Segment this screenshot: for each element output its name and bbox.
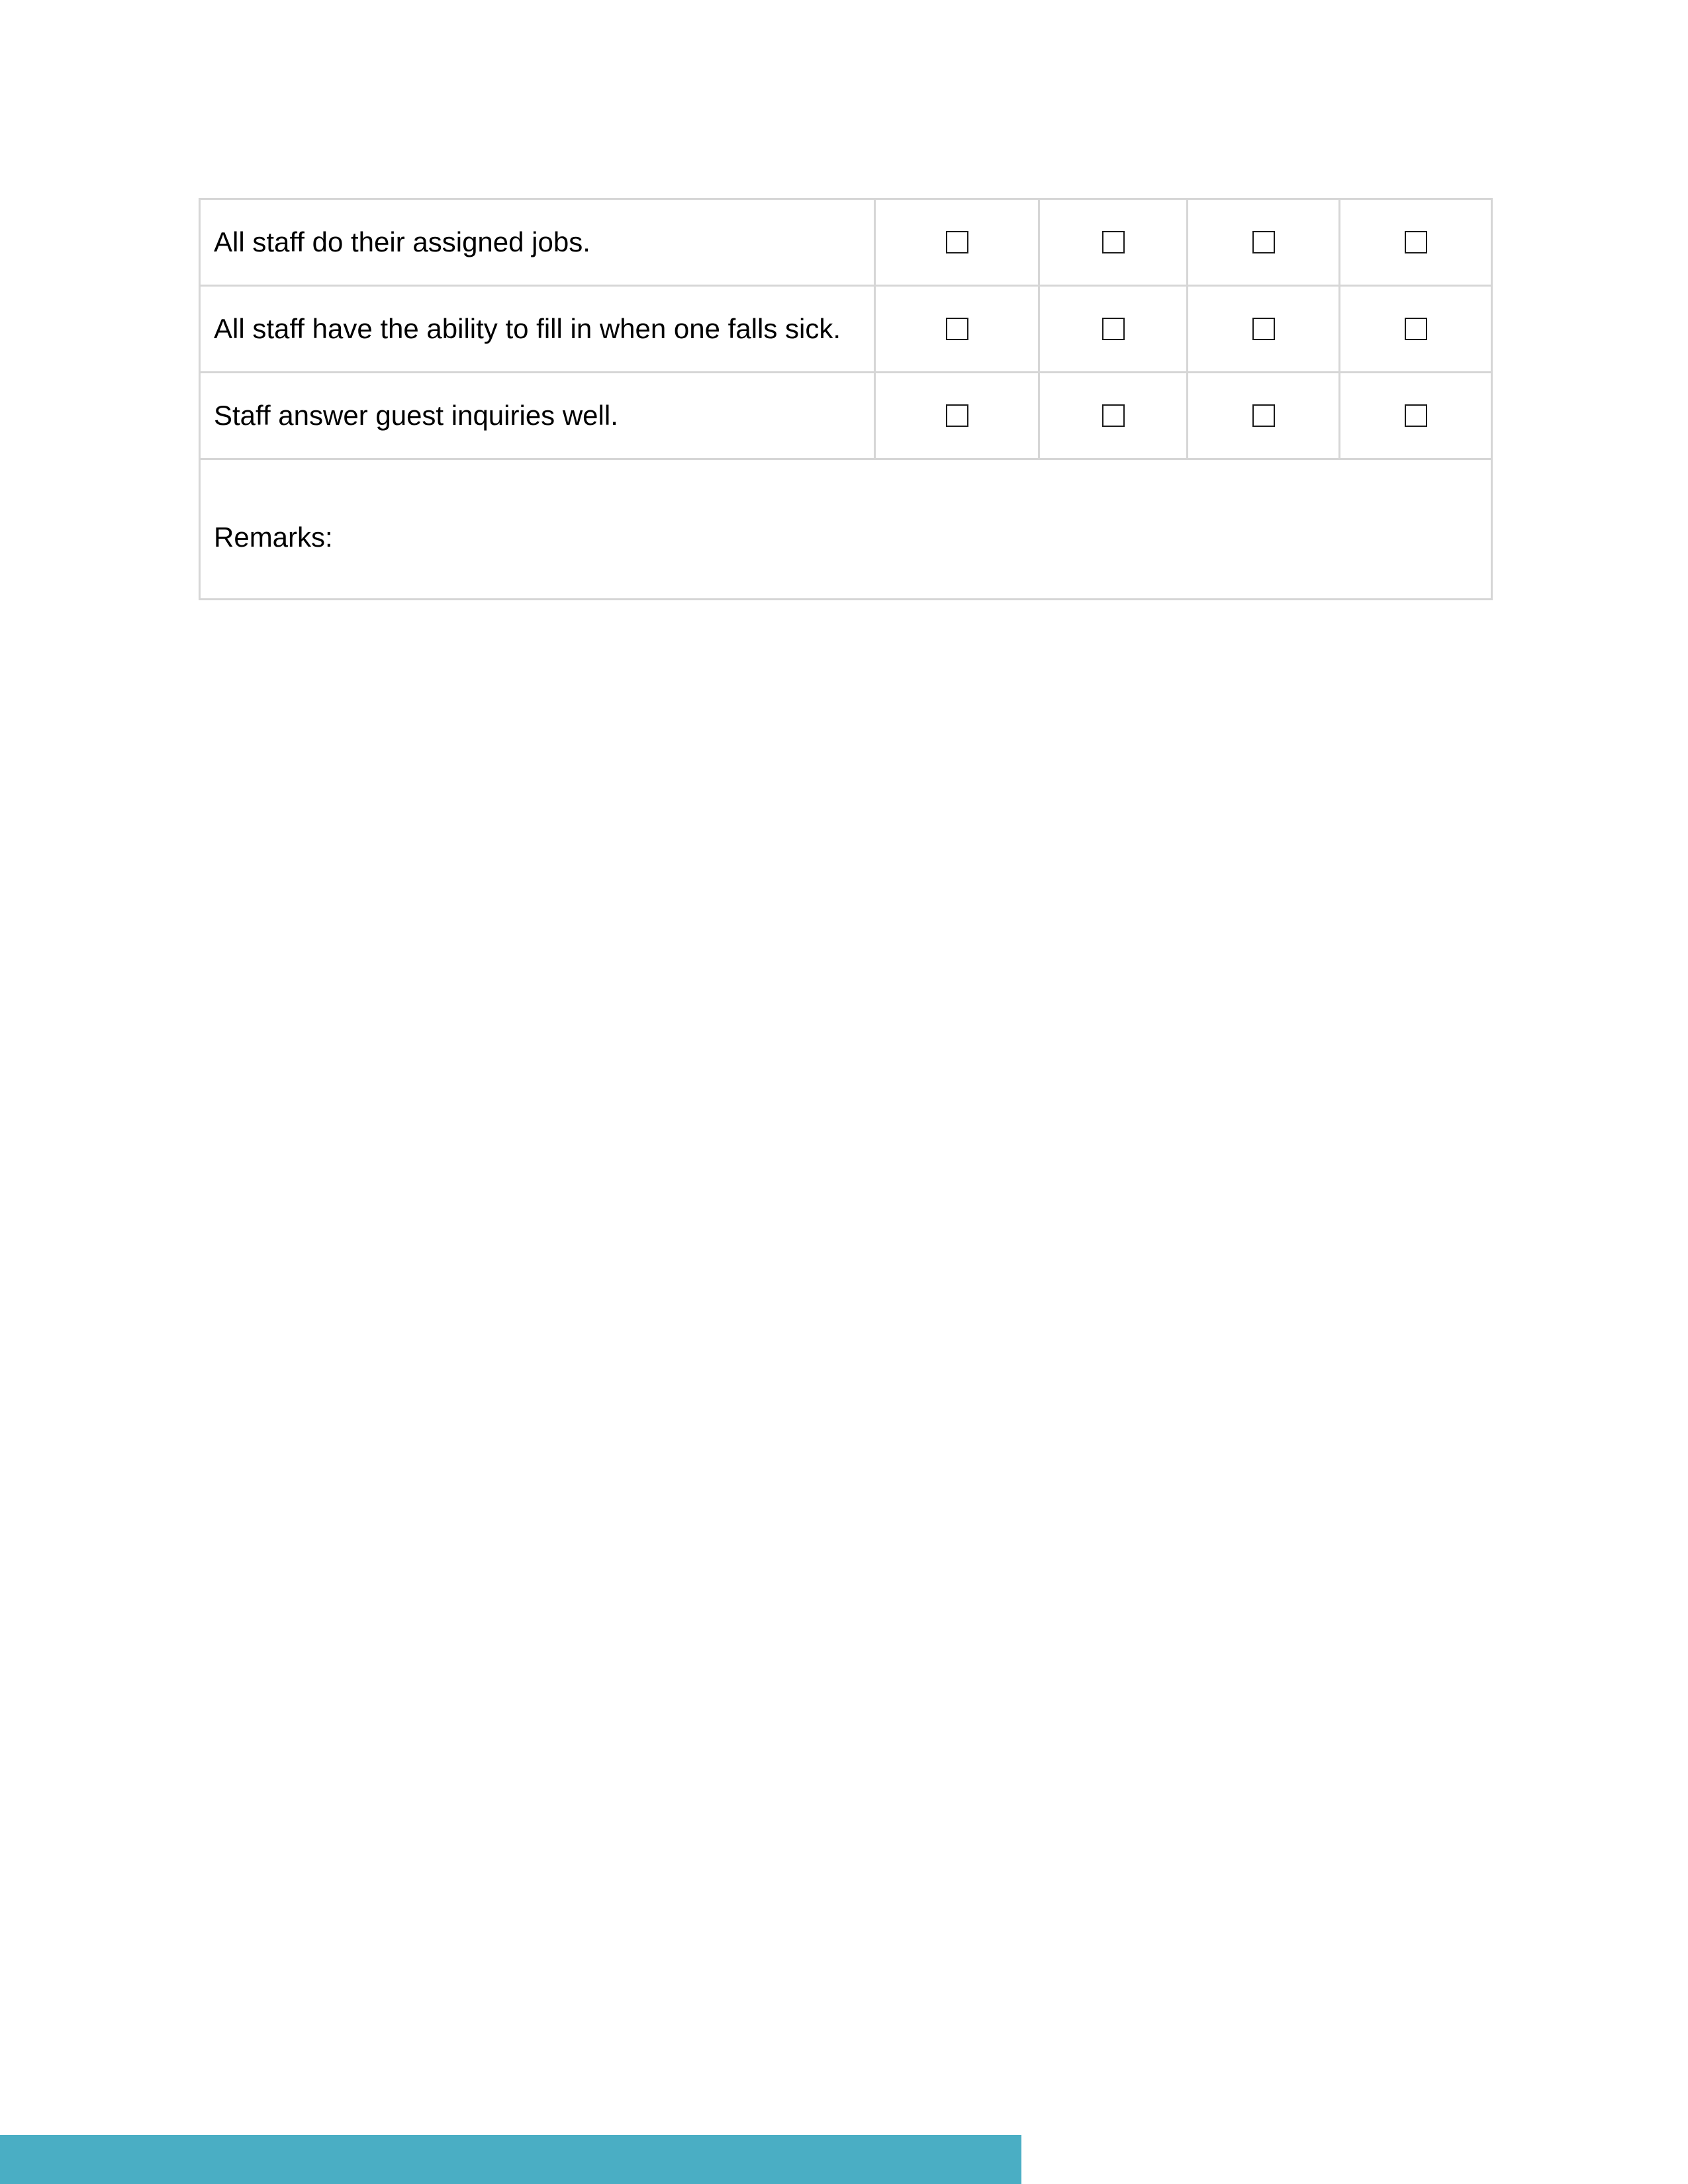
- rating-checkbox[interactable]: [1102, 318, 1125, 340]
- rating-cell: [1039, 199, 1188, 286]
- checklist-table: [199, 198, 1493, 600]
- checklist-item-text: All staff have the ability to fill in when one falls sick.: [200, 286, 875, 373]
- rating-checkbox[interactable]: [1252, 404, 1275, 427]
- rating-cell: [1340, 286, 1492, 373]
- rating-checkbox[interactable]: [1405, 404, 1427, 427]
- checklist-row: [200, 199, 1492, 286]
- rating-cell: [1039, 373, 1188, 459]
- rating-cell: [1340, 199, 1492, 286]
- rating-checkbox[interactable]: [1252, 231, 1275, 253]
- rating-checkbox[interactable]: [1405, 318, 1427, 340]
- footer-accent-bar: [0, 2135, 1021, 2184]
- rating-cell: [1188, 199, 1340, 286]
- checklist-item-text: Staff answer guest inquiries well.: [200, 373, 875, 459]
- rating-checkbox[interactable]: [946, 318, 968, 340]
- rating-checkbox[interactable]: [946, 231, 968, 253]
- rating-checkbox[interactable]: [946, 404, 968, 427]
- rating-checkbox[interactable]: [1102, 404, 1125, 427]
- rating-checkbox[interactable]: [1252, 318, 1275, 340]
- remarks-label: Remarks:: [214, 521, 333, 553]
- rating-cell: [875, 373, 1039, 459]
- rating-cell: [1039, 286, 1188, 373]
- rating-cell: [1188, 373, 1340, 459]
- rating-cell: [1340, 373, 1492, 459]
- checklist-row: [200, 286, 1492, 373]
- rating-checkbox[interactable]: [1102, 231, 1125, 253]
- remarks-field[interactable]: [200, 459, 1492, 600]
- checklist-item-text: All staff do their assigned jobs.: [200, 199, 875, 286]
- rating-cell: [1188, 286, 1340, 373]
- rating-cell: [875, 286, 1039, 373]
- rating-checkbox[interactable]: [1405, 231, 1427, 253]
- rating-cell: [875, 199, 1039, 286]
- checklist-row: [200, 373, 1492, 459]
- remarks-row: [200, 459, 1492, 600]
